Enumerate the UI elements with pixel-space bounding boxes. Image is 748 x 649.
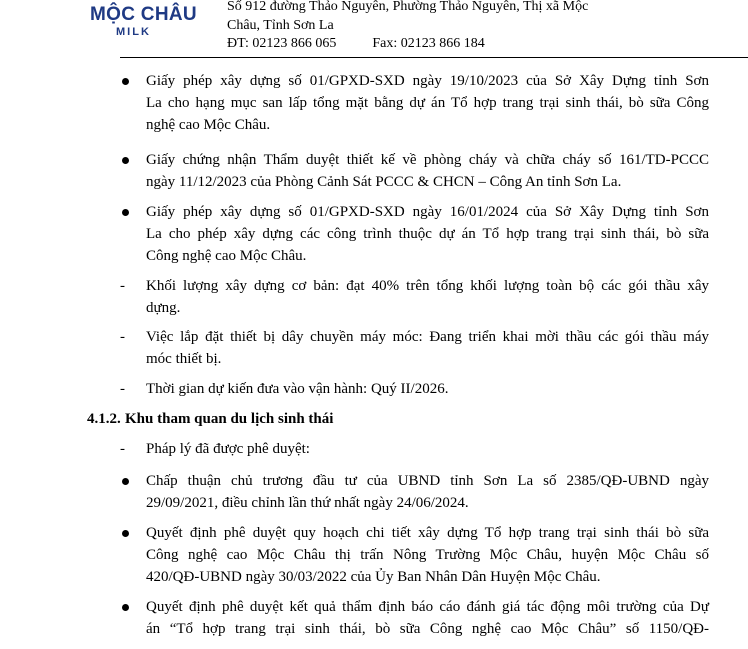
letterhead	[0, 0, 748, 56]
line: 29/09/2021, điều chỉnh lần thứ nhất ngày 24/06/2024.	[146, 495, 469, 511]
dash-marker: -	[120, 381, 125, 397]
header-divider	[120, 57, 748, 58]
bullet-icon	[122, 604, 129, 611]
logo-brand-text: MỘC CHÂU	[90, 4, 197, 25]
list-item	[146, 438, 709, 460]
line: dựng.	[146, 300, 181, 316]
line: Giấy phép xây dựng số 01/GPXD-SXD ngày 19/10/2023 của Sở Xây Dựng tỉnh Sơn	[146, 73, 709, 89]
dash-marker: -	[120, 441, 125, 457]
bullet-icon	[122, 157, 129, 164]
logo-sub-text: MILK	[116, 26, 151, 38]
list-item	[146, 378, 709, 400]
list-item	[146, 326, 709, 370]
line: Giấy phép xây dựng số 01/GPXD-SXD ngày 16/01/2024 của Sở Xây Dựng tỉnh Sơn	[146, 204, 709, 220]
line: Công nghệ cao Mộc Châu.	[146, 248, 307, 264]
line: Chấp thuận chủ trương đầu tư của UBND tỉnh Sơn La số 2385/QĐ-UBND ngày	[146, 473, 709, 489]
address-line-2: Châu, Tỉnh Sơn La	[227, 18, 334, 33]
line: Việc lắp đặt thiết bị dây chuyền máy móc: Đang triển khai mời thầu các gói thầu máy	[146, 329, 709, 345]
bullet-icon	[122, 78, 129, 85]
list-item	[146, 470, 709, 514]
list-item	[146, 275, 709, 319]
section-heading	[87, 408, 333, 430]
fax-number: Fax: 02123 866 184	[372, 36, 485, 51]
list-item	[146, 522, 709, 588]
line: Pháp lý đã được phê duyệt:	[146, 441, 310, 457]
phone-number: ĐT: 02123 866 065	[227, 36, 337, 51]
bullet-icon	[122, 530, 129, 537]
line: La cho hạng mục san lấp tổng mặt bằng dự án Tổ hợp trang trại sinh thái, bò sữa Công	[146, 95, 709, 111]
bullet-icon	[122, 209, 129, 216]
list-item	[146, 596, 709, 640]
line: 420/QĐ-UBND ngày 30/03/2022 của Ủy Ban Nhân Dân Huyện Mộc Châu.	[146, 569, 601, 585]
line: Giấy chứng nhận Thẩm duyệt thiết kế về phòng cháy và chữa cháy số 161/TD-PCCC	[146, 152, 709, 168]
list-item	[146, 201, 709, 267]
section-number: 4.1.2.	[87, 411, 121, 427]
line: móc thiết bị.	[146, 351, 222, 367]
line: án “Tổ hợp trang trại sinh thái, bò sữa Công nghệ cao Mộc Châu” số 1150/QĐ-	[146, 621, 709, 637]
line: Khối lượng xây dựng cơ bản: đạt 40% trên tổng khối lượng toàn bộ các gói thầu xây	[146, 278, 709, 294]
line: ngày 11/12/2023 của Phòng Cảnh Sát PCCC & CHCN – Công An tỉnh Sơn La.	[146, 174, 622, 190]
address-line-1: Số 912 đường Thảo Nguyên, Phường Thảo Nguyên, Thị xã Mộc	[227, 0, 589, 14]
line: La cho phép xây dựng các công trình thuộc dự án Tổ hợp trang trại sinh thái, bò sữa	[146, 226, 709, 242]
line: Thời gian dự kiến đưa vào vận hành: Quý II/2026.	[146, 381, 449, 397]
bullet-icon	[122, 478, 129, 485]
dash-marker: -	[120, 329, 125, 345]
line: Công nghệ cao Mộc Châu thị trấn Nông Trường Mộc Châu, huyện Mộc Châu số	[146, 547, 709, 563]
contact-line	[227, 34, 485, 53]
line: Quyết định phê duyệt quy hoạch chi tiết xây dựng Tổ hợp trang trại sinh thái bò sữa	[146, 525, 709, 541]
list-item	[146, 149, 709, 193]
line: nghệ cao Mộc Châu.	[146, 117, 271, 133]
dash-marker: -	[120, 278, 125, 294]
line: Quyết định phê duyệt kết quả thẩm định báo cáo đánh giá tác động môi trường của Dự	[146, 599, 709, 615]
list-item	[146, 70, 709, 136]
section-title: Khu tham quan du lịch sinh thái	[125, 411, 334, 427]
